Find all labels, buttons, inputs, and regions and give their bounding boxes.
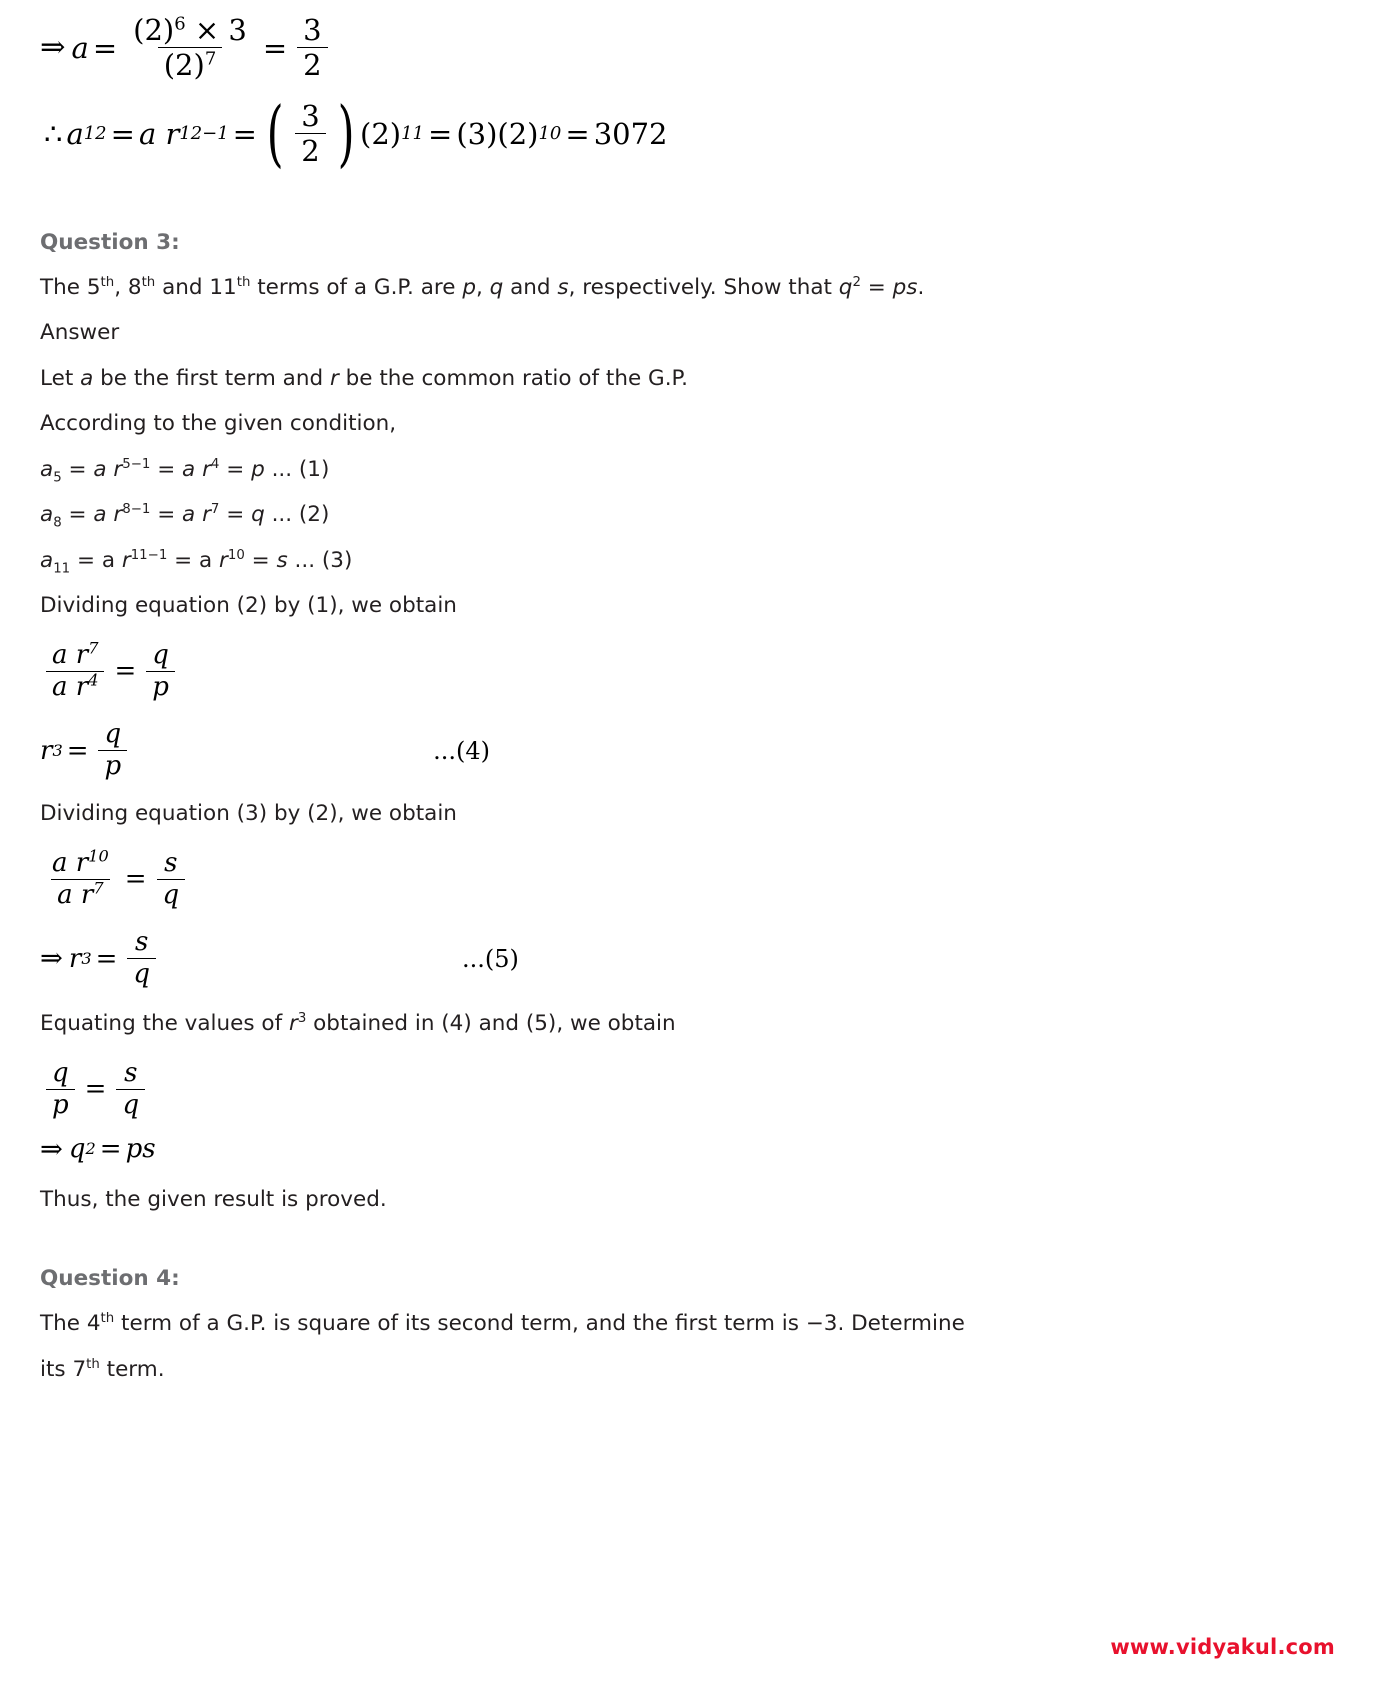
product-ps: ps <box>892 274 918 300</box>
denominator-exponent: 4 <box>88 670 99 690</box>
fraction-q-over-p <box>98 720 127 781</box>
fraction-power-expression <box>127 14 253 82</box>
fraction-three-halves <box>297 14 327 82</box>
r-symbol: r <box>68 943 82 974</box>
q4-stmt-part-1: The 4 <box>40 1311 101 1337</box>
r-exponent-1: 5−1 <box>122 456 151 472</box>
equation-ar7-over-ar4 <box>40 638 1329 702</box>
equation-a5 <box>40 456 1329 486</box>
line-result-proved: Thus, the given result is proved. <box>40 1186 387 1212</box>
ordinal-th-1: th <box>100 274 115 290</box>
equals-sign: = <box>114 656 137 687</box>
denominator-2: 2 <box>295 133 325 167</box>
let-text-1: Let <box>40 365 81 391</box>
equating-text-2: obtained in (4) and (5), we obtain <box>306 1011 676 1037</box>
r-symbol: r <box>121 547 131 573</box>
eq-part-3: = <box>219 456 252 482</box>
line-equating-values <box>40 1013 1329 1035</box>
r-exponent-1: 8−1 <box>122 502 151 518</box>
value-s: s <box>276 547 288 573</box>
q-symbol: q <box>68 1134 86 1165</box>
a-subscript-5: 5 <box>53 470 62 486</box>
equals-sign: = <box>124 864 147 895</box>
equals-sign: = <box>110 116 135 151</box>
right-paren: ) <box>337 91 355 176</box>
fraction-numerator <box>46 846 115 879</box>
fraction-q-over-p <box>46 1059 75 1120</box>
product-ps: ps <box>125 1134 156 1165</box>
equals-sign: = <box>66 735 89 766</box>
line-dividing-3-by-2: Dividing equation (3) by (2), we obtain <box>40 801 457 827</box>
fraction-s-over-q <box>157 849 186 910</box>
equals-text: = <box>860 274 893 300</box>
stmt-comma: , <box>475 274 490 300</box>
answer-label: Answer <box>40 320 120 346</box>
equation-a12: ∴ a 12 = a r 12−1 = ( $\frac{3}{2}$ ) (2) 11 = (3) (2) 10 = 3072 <box>40 100 1329 168</box>
denominator-q: q <box>127 958 156 989</box>
fraction-denominator <box>51 879 109 910</box>
stmt-part-4: terms of a G.P. are <box>250 274 463 300</box>
three-factor: (3) <box>456 116 498 151</box>
numerator-q: q <box>52 1057 69 1088</box>
stmt-part-3: and 11 <box>155 274 237 300</box>
a-symbol: a <box>66 116 84 151</box>
equation-a8 <box>40 502 1329 531</box>
q4-stmt-part-3: its 7 <box>40 1356 87 1382</box>
eq-part-1: = a <box>61 456 114 482</box>
denominator-p: p <box>98 750 127 781</box>
question-4-heading: Question 4: <box>40 1266 180 1292</box>
numerator-3: 3 <box>301 98 320 133</box>
equals-sign-3: = <box>428 116 453 151</box>
equation-number-4: ...(4) <box>433 736 491 765</box>
eq-ref-1: ... (1) <box>264 456 330 482</box>
q4-stmt-part-4: term. <box>99 1356 165 1382</box>
r-exponent-2: 10 <box>227 547 245 563</box>
value-q: q <box>251 502 265 528</box>
denominator-q: q <box>116 1089 145 1120</box>
stmt-and: and <box>503 274 558 300</box>
numerator-ar: a r <box>52 639 89 670</box>
r-symbol-2: r <box>219 547 228 573</box>
equation-r3-equals-s-over-q: ⇒ r 3 = $\frac{s}{q}$ ...(5) <box>40 927 519 990</box>
r-symbol-2: r <box>202 456 211 482</box>
denominator-p: p <box>146 671 175 702</box>
equation-a11 <box>40 547 1329 577</box>
denominator-ar: a r <box>52 671 89 702</box>
variable-q: q <box>489 274 504 300</box>
numerator-times: × 3 <box>194 13 247 47</box>
site-watermark[interactable]: www.vidyakul.com <box>1110 1635 1335 1659</box>
equation-number-5: ...(5) <box>462 944 519 973</box>
equals-sign-4: = <box>565 116 590 151</box>
line-let-a-r <box>40 365 1329 391</box>
variable-p: p <box>462 274 476 300</box>
a-subscript-11: 11 <box>53 561 71 577</box>
ordinal-th-2: th <box>141 274 156 290</box>
denominator-ar: a r <box>57 879 94 910</box>
denominator-p: p <box>46 1089 75 1120</box>
fraction-ar-powers <box>46 638 104 702</box>
line-given-condition: According to the given condition, <box>40 411 397 437</box>
denominator-base: (2) <box>163 48 205 83</box>
r-symbol: r <box>40 735 53 766</box>
eq-ref-2: ... (2) <box>264 502 330 528</box>
ar-term: a r <box>138 116 180 151</box>
denominator-q: q <box>157 879 186 910</box>
fraction-s-over-q-2 <box>127 928 156 989</box>
numerator-s: s <box>164 847 178 878</box>
numerator-exponent: 10 <box>88 846 109 866</box>
fraction-three-halves-2 <box>295 100 325 168</box>
exponent-2: 2 <box>852 274 861 290</box>
stmt-part-2: , 8 <box>114 274 142 300</box>
variable-a: a <box>80 365 94 391</box>
value-p: p <box>251 456 265 482</box>
question-3-statement <box>40 274 1329 300</box>
fraction-numerator <box>46 638 104 671</box>
a-subscript-8: 8 <box>53 515 62 531</box>
r-exponent-2: 7 <box>210 502 220 518</box>
implies-symbol: ⇒ <box>40 1133 63 1165</box>
fraction-q-over-p <box>146 641 175 702</box>
equals-sign: = <box>84 1074 107 1105</box>
fraction-ar-powers-2 <box>46 846 115 910</box>
numerator-exponent: 7 <box>88 638 99 658</box>
numerator-s: s <box>124 1057 138 1088</box>
let-text-3: be the common ratio of the G.P. <box>338 365 688 391</box>
question-3-heading: Question 3: <box>40 229 180 255</box>
numerator-exponent: 6 <box>174 13 186 35</box>
parenthesized-fraction <box>261 91 360 176</box>
eq-part-2: = a <box>150 456 203 482</box>
r-symbol: r <box>113 456 123 482</box>
numerator-s: s <box>135 927 149 958</box>
variable-a: a <box>71 30 89 65</box>
r-symbol: r <box>288 1011 298 1037</box>
numerator-base: (2) <box>133 13 175 47</box>
question-4-statement-line-1 <box>40 1313 1329 1335</box>
numerator-ar: a r <box>52 847 89 878</box>
r-exponent-3: 3 <box>297 1011 307 1027</box>
numerator-q: q <box>152 639 169 670</box>
eq-part-2: = a <box>150 502 203 528</box>
period: . <box>917 274 925 300</box>
equation-a-value <box>40 14 1329 82</box>
equals-sign-2: = <box>262 30 288 65</box>
let-text-2: be the first term and <box>93 365 330 391</box>
variable-s: s <box>557 274 569 300</box>
left-paren: ( <box>266 91 284 176</box>
fraction-s-over-q <box>116 1059 145 1120</box>
eq-ref-3: ... (3) <box>287 547 353 573</box>
denominator-exponent: 7 <box>93 878 104 898</box>
a-symbol: a <box>40 547 54 573</box>
fraction-denominator <box>46 671 104 702</box>
line-dividing-2-by-1: Dividing equation (2) by (1), we obtain <box>40 593 457 619</box>
q4-stmt-part-2: term of a G.P. is square of its second term, and the first term is −3. Determine <box>114 1311 965 1337</box>
ordinal-th-1: th <box>100 1311 115 1327</box>
ordinal-th-3: th <box>236 274 251 290</box>
equation-ar10-over-ar7 <box>40 846 1329 910</box>
three: 3 <box>303 13 322 47</box>
variable-q-2: q <box>838 274 853 300</box>
two-base: (2) <box>360 116 402 151</box>
eq-part-3: = <box>244 547 277 573</box>
eq-part-1: = a <box>61 502 114 528</box>
denominator-exponent: 7 <box>204 48 217 70</box>
equals-sign: = <box>92 30 118 65</box>
equation-r3-equals-q-over-p: r 3 = $\frac{q}{p}$ ...(4) <box>40 719 491 782</box>
equals-sign-2: = <box>232 116 257 151</box>
eq-part-3: = <box>219 502 252 528</box>
stmt-part-1: The 5 <box>40 274 101 300</box>
equals-sign: = <box>99 1134 122 1165</box>
implies-symbol: ⇒ <box>40 943 63 975</box>
eq-part-2: = a <box>167 547 220 573</box>
result-value: 3072 <box>593 116 668 151</box>
r-symbol-2: r <box>202 502 211 528</box>
two-base-2: (2) <box>497 116 539 151</box>
eq-part-1: = a <box>70 547 122 573</box>
a-symbol: a <box>40 456 54 482</box>
therefore-symbol: ∴ <box>44 116 63 151</box>
implies-symbol: ⇒ <box>40 30 66 66</box>
ordinal-th-2: th <box>86 1356 100 1372</box>
a-symbol: a <box>40 502 54 528</box>
two: 2 <box>297 47 327 81</box>
question-4-statement-line-2 <box>40 1356 1329 1382</box>
numerator-q: q <box>104 719 122 750</box>
equating-text-1: Equating the values of <box>40 1011 289 1037</box>
fraction-numerator <box>127 14 253 47</box>
equation-q-over-p-equals-s-over-q <box>40 1059 1329 1120</box>
stmt-part-7: , respectively. Show that <box>568 274 839 300</box>
equation-q-squared-equals-ps: ⇒ q 2 = ps <box>40 1133 156 1165</box>
equals-sign: = <box>95 943 118 974</box>
fraction-denominator <box>158 47 223 81</box>
r-symbol: r <box>113 502 123 528</box>
variable-r: r <box>329 365 339 391</box>
r-exponent-2: 4 <box>210 456 220 472</box>
r-exponent-1: 11−1 <box>130 547 168 563</box>
